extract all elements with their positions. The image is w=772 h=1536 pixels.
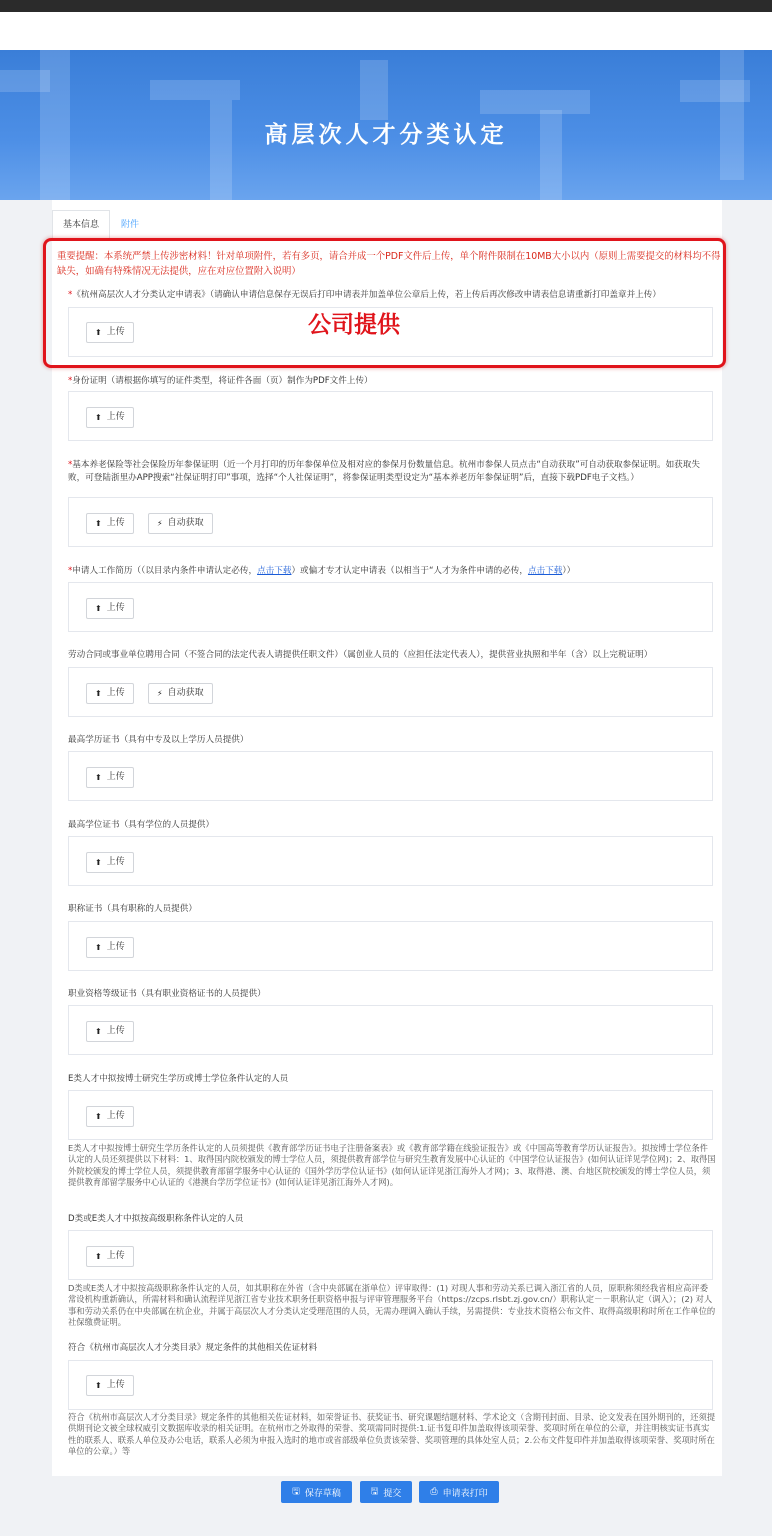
upload-button[interactable] bbox=[86, 1375, 134, 1396]
upload-box-other-evidence bbox=[68, 1360, 713, 1410]
label-education-certificate bbox=[68, 734, 714, 747]
upload-label: 上传 bbox=[106, 412, 125, 422]
auto-fetch-button[interactable] bbox=[148, 683, 213, 704]
upload-label: 上传 bbox=[106, 1111, 125, 1121]
label-other-evidence bbox=[68, 1342, 714, 1355]
upload-icon: ⬆ bbox=[95, 519, 102, 528]
upload-icon: ⬆ bbox=[95, 858, 102, 867]
upload-box-id-proof bbox=[68, 391, 713, 441]
download-link[interactable]: 点击下载 bbox=[527, 566, 563, 576]
upload-button[interactable] bbox=[86, 407, 134, 428]
upload-box-resume bbox=[68, 582, 713, 632]
lightning-icon: ⚡ bbox=[157, 519, 163, 528]
upload-button[interactable] bbox=[86, 598, 134, 619]
upload-icon: ⬆ bbox=[95, 604, 102, 613]
label-qualification-certificate bbox=[68, 988, 714, 1001]
upload-button[interactable] bbox=[86, 1246, 134, 1267]
label-text: 基本养老保险等社会保险历年参保证明（近一个月打印的历年参保单位及相对应的参保月份数量信息。杭州市参保人员点击“自动获取”可自动获取参保证明。如获取失败，可登陆浙里办APP搜索“社保证明打印”事项，选择“个人社保证明”，将参保证明类型设定为“基本养老历年参保证明”后，直接下载PDF电子文档。） bbox=[68, 460, 700, 483]
upload-box-doctorate bbox=[68, 1090, 713, 1140]
upload-button[interactable] bbox=[86, 1106, 134, 1127]
required-mark: * bbox=[68, 566, 73, 576]
upload-button[interactable] bbox=[86, 767, 134, 788]
tab-basic-info[interactable]: 基本信息 bbox=[52, 210, 110, 238]
upload-button[interactable] bbox=[86, 1021, 134, 1042]
annotation-text: 公司提供 bbox=[308, 312, 400, 338]
submit-button[interactable] bbox=[360, 1481, 412, 1503]
label-doctorate bbox=[68, 1073, 714, 1086]
label-text: ）或偏才专才认定申请表（以相当于“人才为条件申请的必传， bbox=[291, 566, 528, 576]
label-social-insurance bbox=[68, 459, 714, 485]
upload-label: 上传 bbox=[106, 518, 125, 528]
label-labor-contract bbox=[68, 649, 714, 662]
upload-icon: ⬆ bbox=[95, 943, 102, 952]
required-mark: * bbox=[68, 290, 73, 300]
label-text: E类人才中拟按博士研究生学历或博士学位条件认定的人员 bbox=[68, 1074, 289, 1084]
save-draft-button[interactable] bbox=[281, 1481, 352, 1503]
save-icon: 🖫 bbox=[370, 1487, 379, 1497]
upload-icon: ⬆ bbox=[95, 689, 102, 698]
auto-fetch-label: 自动获取 bbox=[167, 688, 204, 698]
save-icon: 🖫 bbox=[292, 1487, 300, 1497]
upload-box-degree-certificate bbox=[68, 836, 713, 886]
save-draft-label: 保存草稿 bbox=[304, 1488, 341, 1499]
other-evidence-note: 符合《杭州市高层次人才分类目录》规定条件的其他相关佐证材料，如荣誉证书、获奖证书、研究课题结题材料、学术论文（含期刊封面、目录、论文发表在国外期刊的，还须提供期刊论文被全球权威引文数据库收录的相关证明。在杭州市之外取得的荣誉、奖项需同时提供:1.证书复印件加盖取得该项荣誉、奖项时所在单位的公章，并注明核实证书真实性的联系人、联系人单位及办公电话，联系人必须为申报入选时的地市或省部级单位负责该荣誉、奖项管理的具体处室人员；2.公布文件复印件并加盖取得该项荣誉、奖项时所在单位的公章。）等 bbox=[68, 1412, 716, 1456]
label-senior-title bbox=[68, 1213, 714, 1226]
top-status-bar bbox=[0, 0, 772, 12]
required-mark: * bbox=[68, 376, 73, 386]
annotation-highlight-box bbox=[43, 238, 726, 368]
label-text: 《杭州高层次人才分类认定申请表》（请确认申请信息保存无误后打印申请表并加盖单位公章后上传，若上传后再次修改申请表信息请重新打印盖章并上传） bbox=[72, 290, 661, 300]
upload-label: 上传 bbox=[106, 1380, 125, 1390]
upload-label: 上传 bbox=[106, 857, 125, 867]
lightning-icon: ⚡ bbox=[157, 689, 163, 698]
tab-bar bbox=[52, 210, 150, 238]
upload-icon: ⬆ bbox=[95, 1252, 102, 1261]
submit-label: 提交 bbox=[383, 1488, 402, 1499]
upload-label: 上传 bbox=[106, 1026, 125, 1036]
tab-attachments[interactable]: 附件 bbox=[110, 210, 150, 238]
upload-button[interactable] bbox=[86, 937, 134, 958]
upload-label: 上传 bbox=[106, 603, 125, 613]
auto-fetch-label: 自动获取 bbox=[167, 518, 204, 528]
upload-label: 上传 bbox=[106, 688, 125, 698]
download-link[interactable]: 点击下载 bbox=[257, 566, 292, 576]
upload-label: 上传 bbox=[106, 942, 125, 952]
page-banner bbox=[0, 50, 772, 200]
label-text: 最高学位证书（具有学位的人员提供） bbox=[68, 820, 215, 830]
upload-button[interactable] bbox=[86, 513, 134, 534]
upload-box-education-certificate bbox=[68, 751, 713, 801]
label-text: 申请人工作简历（（以目录内条件申请认定必传， bbox=[72, 566, 258, 576]
upload-box-labor-contract bbox=[68, 667, 713, 717]
label-text: 职称证书（具有职称的人员提供） bbox=[68, 904, 197, 914]
upload-icon: ⬆ bbox=[95, 413, 102, 422]
print-label: 申请表打印 bbox=[442, 1488, 488, 1499]
upload-button[interactable] bbox=[86, 852, 134, 873]
label-degree-certificate bbox=[68, 819, 714, 832]
senior-title-note: D类或E类人才中拟按高级职称条件认定的人员，如其职称在外省（含中央部属在浙单位）评审取得：(1) 对现人事和劳动关系已调入浙江省的人员，原职称须经我省相应高评委常设机构重新确认，所需材料和确认流程详见浙江省专业技术职务任职资格申报与评审管理服务平台（https://zcps.rlsbt.zj.gov.cn/）职称认定－－职称认定（调入）；(2) 对人事和劳动关系仍在中央部属在杭企业，并属于高层次人才分类认定受理范围的人员，无需办理调入确认手续，另需提供：专业技术资格公布文件、取得高级职称时所在工作单位的社保缴费证明。 bbox=[68, 1283, 716, 1327]
label-text: 职业资格等级证书（具有职业资格证书的人员提供） bbox=[68, 989, 266, 999]
label-text: ）） bbox=[562, 566, 576, 576]
upload-box-senior-title bbox=[68, 1230, 713, 1280]
upload-icon: ⬆ bbox=[95, 1027, 102, 1036]
important-notice: 重要提醒：本系统严禁上传涉密材料！针对单项附件，若有多页，请合并成一个PDF文件后上传，单个附件限制在10MB大小以内（原则上需要提交的材料均不得缺失，如确有特殊情况无法提供，应在对应位置附入说明） bbox=[57, 251, 721, 277]
header-bar bbox=[0, 12, 772, 50]
print-icon: ⎙ bbox=[430, 1487, 438, 1497]
upload-label: 上传 bbox=[106, 327, 125, 337]
label-text: 符合《杭州市高层次人才分类目录》规定条件的其他相关佐证材料 bbox=[68, 1343, 318, 1353]
required-mark: * bbox=[68, 460, 73, 470]
upload-icon: ⬆ bbox=[95, 1112, 102, 1121]
label-title-certificate bbox=[68, 903, 714, 916]
upload-icon: ⬆ bbox=[95, 1381, 102, 1390]
label-id-proof bbox=[68, 375, 714, 388]
upload-label: 上传 bbox=[106, 772, 125, 782]
upload-label: 上传 bbox=[106, 1251, 125, 1261]
auto-fetch-button[interactable] bbox=[148, 513, 213, 534]
print-application-button[interactable] bbox=[419, 1481, 499, 1503]
upload-box-title-certificate bbox=[68, 921, 713, 971]
upload-box-social-insurance bbox=[68, 497, 713, 547]
label-text: 最高学历证书（具有中专及以上学历人员提供） bbox=[68, 735, 249, 745]
upload-button[interactable] bbox=[86, 683, 134, 704]
upload-icon: ⬆ bbox=[95, 773, 102, 782]
label-text: D类或E类人才中拟按高级职称条件认定的人员 bbox=[68, 1214, 244, 1224]
label-text: 劳动合同或事业单位聘用合同（不签合同的法定代表人请提供任职文件）（属创业人员的（应担任法定代表人），提供营业执照和半年（含）以上完税证明） bbox=[68, 650, 653, 660]
upload-icon: ⬆ bbox=[95, 328, 102, 337]
label-text: 身份证明（请根据你填写的证件类型，将证件各面（页）制作为PDF文件上传） bbox=[72, 376, 373, 386]
doctorate-note: E类人才中拟按博士研究生学历条件认定的人员须提供《教育部学历证书电子注册备案表》或《教育部学籍在线验证报告》或《中国高等教育学历认证报告》。拟按博士学位条件认定的人员还须提供以下材料：1、取得国内院校颁发的博士学位人员，须提供教育部学位与研究生教育发展中心认证的《中国学位认证报告》(如何认证详见学位网)；2、取得国外院校颁发的博士学位人员，须提供教育部留学服务中心认证的《国外学历学位认证书》(如何认证详见浙江海外人才网)；3、取得港、澳、台地区院校颁发的博士学位人员，须提供教育部留学服务中心认证的《港澳台学历学位证书》(如何认证详见浙江海外人才网)。 bbox=[68, 1143, 716, 1187]
upload-box-qualification-certificate bbox=[68, 1005, 713, 1055]
label-resume bbox=[68, 565, 714, 578]
page-title: 高层次人才分类认定 bbox=[264, 122, 508, 148]
